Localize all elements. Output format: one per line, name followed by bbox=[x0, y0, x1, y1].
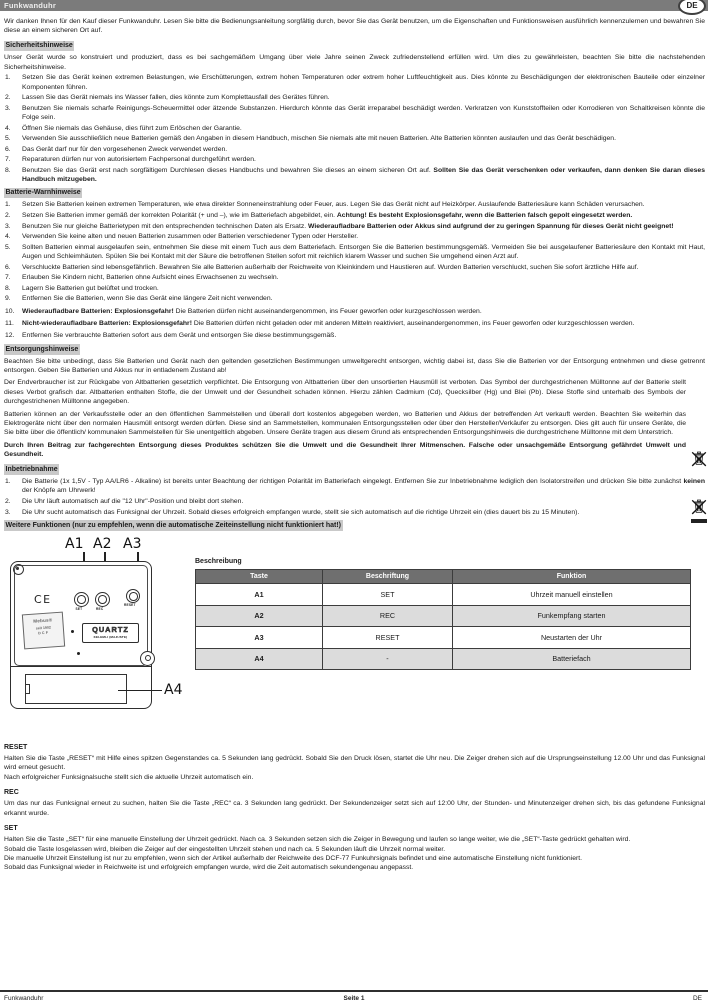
item-text-normal: Entfernen Sie die Batterien, wenn Sie das Gerät eine längere Zeit nicht verwenden. bbox=[22, 295, 273, 303]
battery-section-divider bbox=[11, 666, 151, 667]
item-text-normal: Benutzen Sie nur gleiche Batterietypen mit den entsprechenden technischen Daten als Ersatz. bbox=[22, 222, 309, 230]
cell-funktion: Uhrzeit manuell einstellen bbox=[453, 584, 691, 606]
quartz-subtext: KELEMLI (MAJUSTE) bbox=[93, 635, 128, 639]
intro-paragraph: Wir danken Ihnen für den Kauf dieser Funkwanduhr. Lesen Sie bitte die Bedienungsanleitung sorgfältig durch, bevor Sie das Gerät benutzen, um die Eigenschaften und Funktionsweisen ausführlich kennenzulernen und bewahren Sie diese an einem sicheren Ort auf. bbox=[4, 18, 705, 35]
item-number: 4. bbox=[5, 233, 11, 241]
hanger-hole-icon bbox=[140, 651, 155, 666]
item-text bbox=[22, 211, 705, 220]
item-text bbox=[22, 294, 705, 303]
table-head bbox=[196, 570, 691, 584]
buttons-table bbox=[195, 569, 691, 670]
item-text-bold: Sollten Sie das Gerät verschenken oder verkaufen, dann denken Sie daran dieses Handbuch mitzugeben. bbox=[22, 166, 705, 184]
cell-beschriftung: SET bbox=[323, 584, 453, 606]
battery-list bbox=[4, 200, 705, 340]
item-text bbox=[22, 200, 705, 209]
footer-language: DE bbox=[692, 995, 702, 1001]
list-item bbox=[4, 263, 705, 272]
quartz-label bbox=[82, 623, 139, 643]
list-item bbox=[4, 273, 705, 282]
item-number: 3. bbox=[5, 222, 11, 230]
item-text bbox=[22, 134, 705, 143]
list-item bbox=[4, 93, 705, 102]
set-button-label: SET bbox=[75, 607, 83, 612]
list-item bbox=[4, 145, 705, 154]
item-number: 3. bbox=[5, 508, 11, 516]
footer-page-number: Seite 1 bbox=[343, 995, 365, 1001]
rec-button-label: REC bbox=[96, 607, 104, 612]
figure-row bbox=[4, 535, 705, 737]
list-item bbox=[4, 477, 705, 496]
footer-divider bbox=[0, 990, 708, 992]
cell-taste: A2 bbox=[196, 605, 323, 627]
item-text-normal: Sollten Batterien einmal ausgelaufen sein, entnehmen Sie diese mit einem Tuch aus dem Batteriefach. Entsorgen Sie die Batterien bestimmungsgemäß. Vermeiden Sie bei ausgelaufener Batteriesäure den Kontakt mit Haut, Augen und Schleimhäuten. Spülen Sie bei Kontakt mit der Säure die betroffenen Stellen sofort mit reichlich klarem Wasser und suchen Sie umgehend einen Arzt auf. bbox=[22, 243, 705, 261]
quartz-text: QUARTZ bbox=[92, 624, 129, 634]
item-number: 7. bbox=[5, 274, 11, 282]
setup-list bbox=[4, 477, 705, 517]
ce-mark-icon: CE bbox=[34, 592, 52, 606]
page-footer bbox=[0, 995, 708, 1001]
item-text-bold: keinen bbox=[683, 478, 705, 486]
item-text-normal: Verschluckte Batterien sind lebensgefährlich. Bewahren Sie alle Batterien außerhalb der Reichweite von Kleinkindern und Haustieren auf. Wurden Batterien verschluckt, suchen Sie sofort ärztliche Hilfe auf. bbox=[22, 263, 639, 271]
item-text-normal: Entfernen Sie verbrauchte Batterien sofort aus dem Gerät und entsorgen Sie diese bestimmungsgemäß. bbox=[22, 332, 337, 340]
item-number: 12. bbox=[5, 332, 15, 340]
item-text bbox=[22, 232, 705, 241]
item-text-normal: Die Batterie (1x 1,5V - Typ AA/LR6 - Alkaline) ist bereits unter Beachtung der richtigen Polarität im Batteriefach eingelegt. Entfernen Sie zur Inbetriebnahme lediglich den Isolatorstreifen und drücken Sie bitte zunächst bbox=[22, 478, 684, 486]
reset-button-icon bbox=[126, 589, 140, 603]
item-text bbox=[22, 104, 705, 123]
disposal-paragraph-2: Der Endverbraucher ist zur Rückgabe von Altbatterien gesetzlich verpflichtet. Die Entsorgung von Altbatterien über den unsortierten Hausmüll ist verboten. Das Symbol der durchgestrichenen Mülltonne auf der Batterie stellt dieses Verbot grafisch dar. Altbatterien enthalten Stoffe, die der Umwelt und der Gesundheit schaden können. Hierzu zählen Cadmium (Cd), Quecksilber (Hg) und Blei (Pb). Diese Stoffe sind unterhalb des Symbols der durchgestrichenen Mülltonne angegeben. bbox=[4, 379, 686, 406]
list-item bbox=[4, 222, 705, 231]
item-text bbox=[22, 93, 705, 102]
section-heading-set: SET bbox=[4, 824, 18, 832]
footer-document-name: Funkwanduhr bbox=[4, 995, 44, 1001]
cell-funktion: Batteriefach bbox=[453, 648, 691, 670]
item-number: 10. bbox=[5, 307, 15, 315]
list-item bbox=[4, 508, 705, 517]
item-text-normal: Setzen Sie das Gerät keinen extremen Belastungen, wie Erschütterungen, extrem hohen Temperaturen oder extrem hoher Luftfeuchtigkeit aus. Dies könnte zu Beschädigungen der elektronischen Bauteile oder einzelner Komponenten führen. bbox=[22, 74, 705, 91]
table-row bbox=[196, 648, 691, 670]
item-text-normal: Verwenden Sie keine alten und neuen Batterien zusammen oder Batterien verschiedener Typen oder Hersteller. bbox=[22, 233, 359, 241]
page-title: Funkwanduhr bbox=[4, 1, 56, 10]
item-number: 11. bbox=[5, 320, 14, 328]
list-item bbox=[4, 104, 705, 123]
section-heading-battery: Batterie-Warnhinweise bbox=[4, 188, 82, 199]
disposal-paragraph-4: Durch Ihren Beitrag zur fachgerechten Entsorgung dieses Produktes schützen Sie die Umwelt und die Gesundheit Ihrer Mitmenschen. Falsche oder unsachgemäße Entsorgung gefährdet Umwelt und Gesundheit. bbox=[4, 441, 686, 459]
list-item bbox=[4, 243, 705, 262]
reset-button-label: RESET bbox=[124, 602, 136, 607]
item-text-normal: Reparaturen dürfen nur von autorisiertem Fachpersonal durchgeführt werden. bbox=[22, 156, 256, 164]
reset-paragraph-2: Nach erfolgreicher Funksignalsuche stellt sich die aktuelle Uhrzeit automatisch ein. bbox=[4, 773, 254, 781]
section-heading-reset: RESET bbox=[4, 743, 28, 751]
item-text bbox=[22, 284, 705, 293]
item-text-normal: Die Uhr läuft automatisch auf die "12 Uhr"-Position und bleibt dort stehen. bbox=[22, 498, 244, 505]
item-text bbox=[22, 145, 705, 154]
list-item bbox=[4, 166, 705, 185]
item-number: 1. bbox=[5, 478, 11, 486]
item-number: 7. bbox=[5, 156, 11, 164]
section-heading-disposal: Entsorgungshinweise bbox=[4, 344, 80, 355]
description-block bbox=[195, 557, 696, 671]
item-number: 8. bbox=[5, 284, 11, 292]
table-caption: Beschreibung bbox=[195, 557, 242, 565]
item-text bbox=[22, 73, 705, 92]
table-body bbox=[196, 584, 691, 670]
cell-taste: A1 bbox=[196, 584, 323, 606]
safety-lead: Unser Gerät wurde so konstruiert und produziert, dass es bei sachgemäßem Umgang über viele Jahre seinen Zweck zufriedenstellend erfüllen wird. Um dies zu gewährleisten, beachten Sie bitte die nachstehenden Sicherheitshinweise. bbox=[4, 54, 705, 71]
cell-taste: A4 bbox=[196, 648, 323, 670]
page-content bbox=[0, 11, 708, 876]
column-header-beschriftung: Beschriftung bbox=[323, 570, 453, 584]
item-text-normal: Die Batterien dürfen nicht geladen oder mit anderen Mitteln reaktiviert, auseinandergenommen, ins Feuer geworfen oder kurzgeschlossen werden. bbox=[191, 320, 635, 328]
item-text bbox=[22, 166, 705, 185]
item-number: 9. bbox=[5, 295, 11, 303]
movement-body bbox=[10, 561, 152, 709]
table-header-row bbox=[196, 570, 691, 584]
list-item bbox=[4, 211, 705, 220]
item-text bbox=[22, 263, 705, 272]
item-text-normal: Das Gerät darf nur für den vorgesehenen Zweck verwendet werden. bbox=[22, 145, 228, 153]
cell-beschriftung: REC bbox=[323, 605, 453, 627]
screw-dot-icon bbox=[77, 652, 80, 655]
screw-icon bbox=[13, 564, 24, 575]
rec-paragraph-1: Um das nur das Funksignal erneut zu suchen, halten Sie die Taste „REC“ ca. 3 Sekunden lang gedrückt. Der Sekundenzeiger setzt sich auf 12:00 Uhr, der Stunden- und Minutenzeiger drehen sich, bis das gefundene Funksignal erkannt wurde. bbox=[4, 800, 705, 817]
set-paragraph-1: Halten Sie die Taste „SET“ für eine manuelle Einstellung der Uhrzeit gedrückt. Nach ca. 3 Sekunden setzen sich die Zeiger in Bewegung und laufen so lange weiter, wie die „SET“-Taste gedrückt gehalten wird. bbox=[4, 836, 631, 844]
cell-funktion: Neustarten der Uhr bbox=[453, 627, 691, 649]
item-text-bold: Achtung! Es besteht Explosionsgefahr, wenn die Batterien falsch gepolt eingesetzt werden. bbox=[336, 212, 633, 219]
language-badge: DE bbox=[678, 0, 706, 15]
page-header-bar bbox=[0, 0, 708, 11]
item-number: 2. bbox=[5, 498, 11, 505]
item-number: 2. bbox=[5, 94, 11, 102]
item-text-bold-lead: Wiederaufladbare Batterien: Explosionsgefahr! bbox=[22, 307, 174, 315]
list-item bbox=[4, 73, 705, 92]
table-row bbox=[196, 584, 691, 606]
item-text bbox=[22, 155, 705, 164]
list-item bbox=[4, 155, 705, 164]
cell-beschriftung: RESET bbox=[323, 627, 453, 649]
item-text bbox=[22, 319, 705, 328]
item-text bbox=[22, 331, 705, 340]
item-text-bold-lead: Nicht-wiederaufladbare Batterien: Explosionsgefahr! bbox=[22, 320, 192, 328]
brand-line2: seit 1902 bbox=[35, 625, 52, 631]
safety-list bbox=[4, 73, 705, 184]
item-text-bold: Wiederaufladbare Batterien oder Akkus sind aufgrund der zu geringen Spannung für dieses Gerät nicht geeignet! bbox=[308, 222, 674, 230]
brand-line3: DCF bbox=[38, 630, 50, 635]
item-text-normal: Benutzen Sie niemals scharfe Reinigungs-Scheuermittel oder ätzende Substanzen. Hierdurch könnte das Gerät irreparabel beschädigt werden. Verkratzen von Kunststoffteilen oder Korrodieren von Schaltkreisen könnte die Folge sein. bbox=[22, 104, 705, 122]
column-header-taste: Taste bbox=[196, 570, 323, 584]
disposal-paragraph-3: Batterien können an der Verkaufsstelle oder an den öffentlichen Sammelstellen und überall dort kostenlos abgegeben werden, wo Batterien und Akkus der betreffenden Art verkauft werden. Beachten Sie weiterhin das Elektrogeräte nicht über den normalen Hausmüll entsorgt werden dürfen. Diese sind an Sammelstellen, kommunalen Entsorgungsstellen oder über den Hersteller/Verkäufer zu entsorgen. Dies gilt auch für unsere Geräte, die Sie bitte über die öffentlich/ kommunalen Sammelstellen für Sie unentgeltlich abgeben. Unsere Geräte tragen aus diesem Grund als entsprechenden Entsorgungshinweis die durchgestrichene Mülltonne mit dem Unterstrich. bbox=[4, 410, 686, 437]
item-text-normal: Öffnen Sie niemals das Gehäuse, dies führt zum Erlöschen der Garantie. bbox=[22, 124, 242, 132]
list-item bbox=[4, 200, 705, 209]
column-header-funktion: Funktion bbox=[453, 570, 691, 584]
item-number: 3. bbox=[5, 104, 11, 112]
item-number: 1. bbox=[5, 201, 11, 209]
crossed-out-bin-battery-icon bbox=[691, 451, 707, 468]
item-number: 6. bbox=[5, 263, 11, 271]
item-text-normal: Setzen Sie Batterien immer gemäß der korrekten Polarität (+ und –), wie im Batteriefach abgebildet, ein. bbox=[22, 212, 337, 219]
item-text bbox=[22, 497, 705, 506]
table-row bbox=[196, 627, 691, 649]
set-paragraph-4: Sobald das Funksignal wieder in Reichweite ist und erfolgreich empfangen wurde, wird die Zeit automatisch sekundengenau angepasst. bbox=[4, 864, 414, 872]
item-number: 4. bbox=[5, 124, 11, 132]
set-paragraph-3: Die manuelle Uhrzeit Einstellung ist nur zu empfehlen, wenn sich der Artikel außerhalb der Reichweite des DCF-77 Funkuhrsignals befindet und eine automatische Einstellung nicht funktioniert. bbox=[4, 854, 583, 862]
item-number: 1. bbox=[5, 74, 11, 82]
item-text-normal: Benutzen Sie das Gerät erst nach sorgfältigem Durchlesen dieses Handbuchs und bewahren Sie dieses an einem sicheren Ort auf. bbox=[22, 166, 434, 174]
section-heading-setup: Inbetriebnahme bbox=[4, 464, 59, 475]
item-text-normal: Lassen Sie das Gerät niemals ins Wasser fallen, dies könnte zum Komplettausfall des Gerätes führen. bbox=[22, 94, 330, 102]
item-number: 2. bbox=[5, 212, 11, 219]
brand-name: Mebus® bbox=[33, 617, 53, 624]
screw-dot-icon bbox=[71, 630, 74, 633]
item-text bbox=[22, 273, 705, 282]
list-item bbox=[4, 294, 705, 303]
list-item bbox=[4, 331, 705, 340]
item-text-normal: Die Batterien dürfen nicht auseinandergenommen, ins Feuer geworfen oder kurzgeschlossen werden. bbox=[173, 307, 482, 315]
rec-button-icon bbox=[95, 592, 110, 607]
item-number: 6. bbox=[5, 145, 11, 153]
item-text bbox=[22, 508, 705, 517]
item-text bbox=[22, 307, 705, 316]
set-paragraph-2: Sobald die Taste losgelassen wird, bleiben die Zeiger auf der eingestellten Uhrzeit stehen und nach ca. 5 Sekunden läuft die Uhrzeit normal weiter. bbox=[4, 845, 446, 853]
cell-beschriftung: - bbox=[323, 648, 453, 670]
crossed-out-bin-weee-icon bbox=[691, 499, 707, 516]
label-a1: A1 bbox=[65, 535, 84, 552]
item-number: 5. bbox=[5, 243, 11, 251]
list-item bbox=[4, 232, 705, 241]
set-button-icon bbox=[74, 592, 89, 607]
item-text-tail: der Knöpfe am Uhrwerk! bbox=[22, 487, 96, 495]
label-a4: A4 bbox=[164, 681, 183, 698]
list-item bbox=[4, 124, 705, 133]
table-row bbox=[196, 605, 691, 627]
list-item bbox=[4, 319, 705, 328]
item-text-normal: Die Uhr sucht automatisch das Funksignal der Uhrzeit. Sobald dieses erfolgreich empfangen wurde, stellt sie sich automatisch auf die richtige Uhrzeit ein (dies dauert bis zu 15 Minuten). bbox=[22, 508, 580, 516]
list-item bbox=[4, 284, 705, 293]
disposal-paragraph-1: Beachten Sie bitte unbedingt, dass Sie Batterien und Gerät nach den geltenden gesetzlichen Bestimmungen umweltgerecht entsorgen, wichtig dabei ist, dass Sie die Batterien vor der Entsorgung entnehmen und diese getrennt entsorgen. Geben Sie Batterien und Akkus nur in entladenem Zustand ab! bbox=[4, 357, 705, 375]
item-text bbox=[22, 477, 705, 496]
label-a2: A2 bbox=[93, 535, 112, 552]
brand-label bbox=[22, 611, 65, 649]
item-text bbox=[22, 124, 705, 133]
item-text-normal: Lagern Sie Batterien gut belüftet und trocken. bbox=[22, 284, 159, 292]
label-a3: A3 bbox=[123, 535, 142, 552]
reset-paragraph-1: Halten Sie die Taste „RESET“ mit Hilfe eines spitzen Gegenstandes ca. 5 Sekunden lang gedrückt. Sobald Sie den Druck lösen, startet die Uhr neu. Die Zeiger drehen sich auf die Ursprungseinstellung 12.00 Uhr und das Funksignal wird erneut gesucht. bbox=[4, 754, 705, 772]
item-text-normal: Verwenden Sie ausschließlich neue Batterien gemäß den Angaben in diesem Handbuch, mischen Sie niemals alte mit neuen Batterien. Alte Batterien könnten auslaufen und das Gerät beschädigen. bbox=[22, 135, 616, 143]
cell-taste: A3 bbox=[196, 627, 323, 649]
list-item bbox=[4, 307, 705, 316]
section-heading-functions: Weitere Funktionen (nur zu empfehlen, wenn die automatische Zeiteinstellung nicht funktioniert hat!) bbox=[4, 520, 343, 531]
item-text bbox=[22, 222, 705, 231]
weee-underline-bar bbox=[691, 519, 707, 523]
list-item bbox=[4, 497, 705, 506]
cell-funktion: Funkempfang starten bbox=[453, 605, 691, 627]
item-text-normal: Erlauben Sie Kindern nicht, Batterien ohne Aufsicht eines Erwachsenen zu wechseln. bbox=[22, 274, 279, 282]
battery-compartment-box bbox=[25, 674, 127, 704]
section-heading-rec: REC bbox=[4, 789, 19, 797]
list-item bbox=[4, 134, 705, 143]
clock-movement-diagram bbox=[4, 535, 219, 731]
item-text bbox=[22, 243, 705, 262]
item-text-normal: Setzen Sie Batterien keinen extremen Temperaturen, wie etwa direkter Sonneneinstrahlung oder Feuer, aus. Legen Sie das Gerät nicht auf Heizkörper. Auslaufende Batteriesäure kann Schäden verursachen. bbox=[22, 201, 645, 209]
section-heading-safety: Sicherheitshinweise bbox=[4, 41, 74, 52]
pointer-line-a4 bbox=[118, 690, 162, 692]
item-number: 5. bbox=[5, 135, 11, 143]
item-number: 8. bbox=[5, 166, 11, 174]
